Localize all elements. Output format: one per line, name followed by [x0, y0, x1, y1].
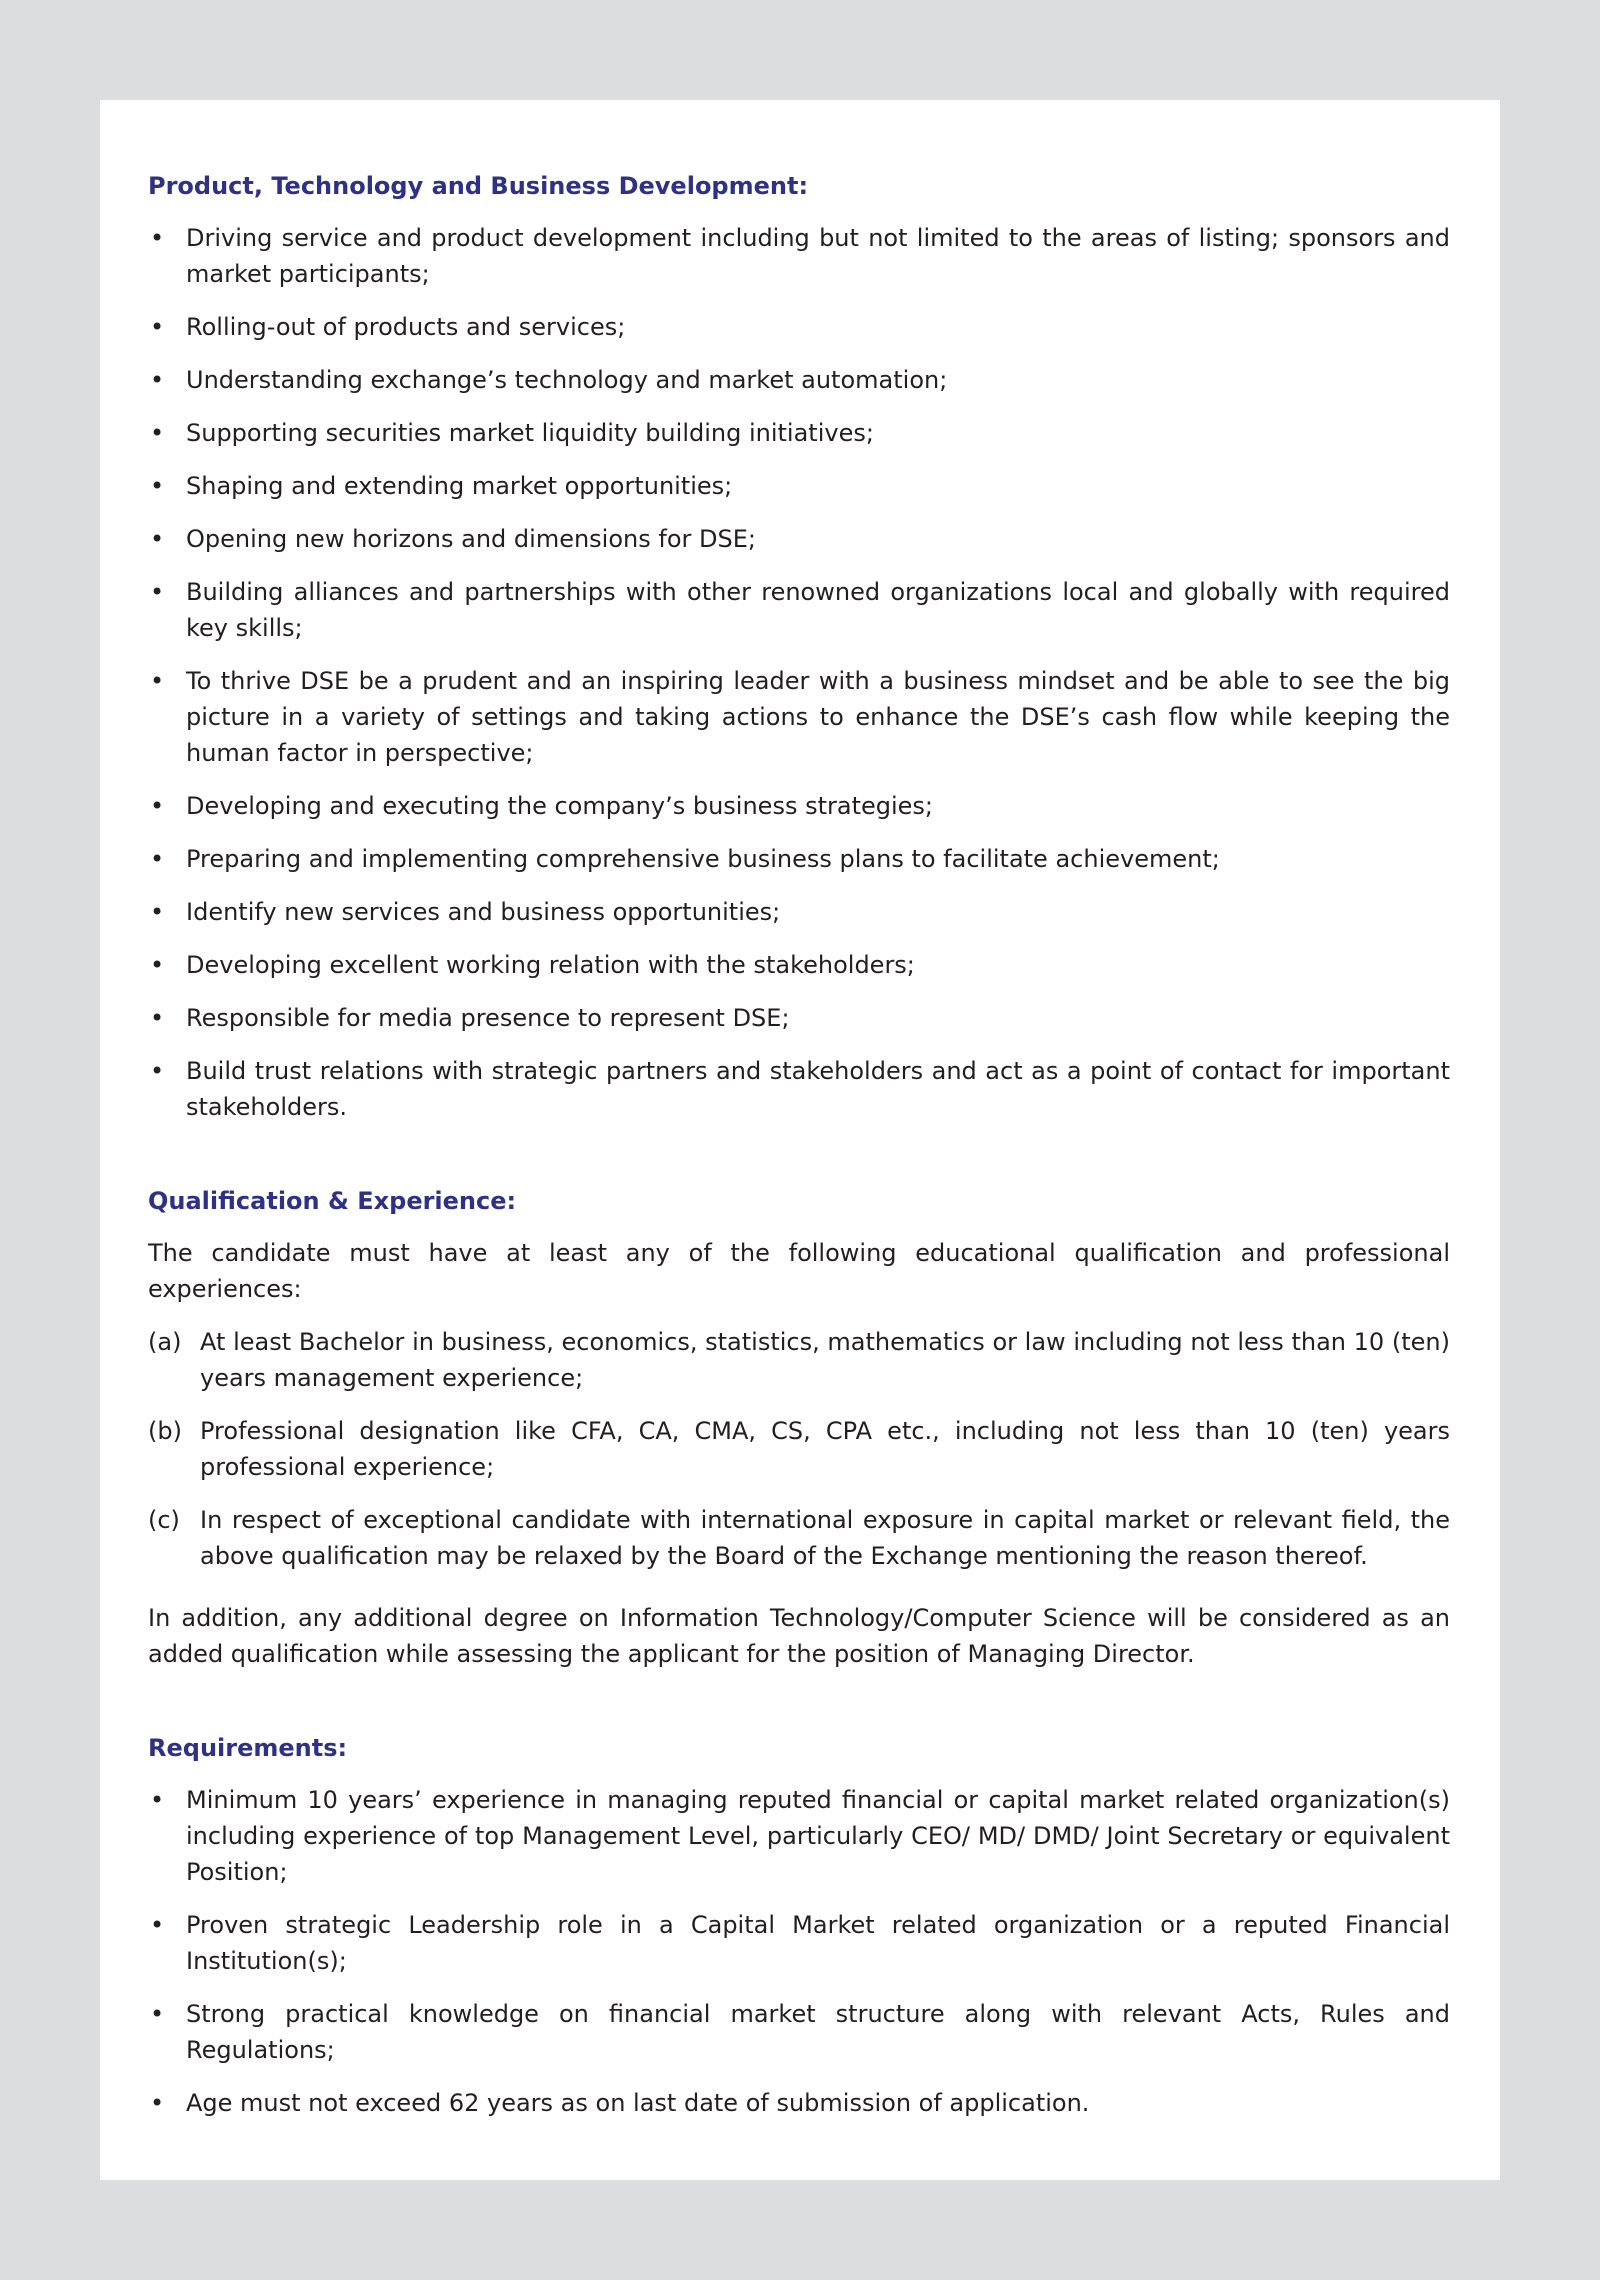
list-item [148, 1000, 1450, 1036]
list-item [148, 468, 1450, 504]
list-item [148, 1324, 1450, 1396]
list-item [148, 574, 1450, 646]
list-marker: (b) [148, 1417, 182, 1445]
product-list [148, 220, 1450, 1125]
list-item [148, 1053, 1450, 1125]
list-item [148, 947, 1450, 983]
list-item-text: Driving service and product development including but not limited to the areas of listing; sponsors and market participants; [186, 224, 1450, 288]
list-item-text: Preparing and implementing comprehensive business plans to facilitate achievement; [186, 845, 1220, 873]
list-item [148, 894, 1450, 930]
list-item [148, 362, 1450, 398]
list-item-text: Age must not exceed 62 years as on last date of submission of application. [186, 2089, 1090, 2117]
bullet-icon: • [150, 1057, 165, 1085]
qualification-intro: The candidate must have at least any of the following educational qualification and professional experiences: [148, 1239, 1450, 1303]
list-item [148, 1996, 1450, 2068]
document-page [100, 100, 1500, 2180]
list-item-text: Proven strategic Leadership role in a Capital Market related organization or a reputed Financial Institution(s); [186, 1911, 1450, 1975]
list-item-text: Developing excellent working relation with the stakeholders; [186, 951, 915, 979]
list-item-text: To thrive DSE be a prudent and an inspiring leader with a business mindset and be able to see the big picture in a variety of settings and taking actions to enhance the DSE’s cash flow while keeping the human factor in perspective; [186, 667, 1450, 767]
list-item-text: Opening new horizons and dimensions for DSE; [186, 525, 756, 553]
list-item [148, 415, 1450, 451]
list-item [148, 521, 1450, 557]
list-item [148, 841, 1450, 877]
list-item [148, 1502, 1450, 1574]
bullet-icon: • [150, 667, 165, 695]
bullet-icon: • [150, 898, 165, 926]
list-item-text: Minimum 10 years’ experience in managing reputed financial or capital market related organization(s) including experience of top Management Level, particularly CEO/ MD/ DMD/ Joint Secretary or equivalent Position; [186, 1786, 1450, 1886]
list-item [148, 788, 1450, 824]
list-item-text: Building alliances and partnerships with other renowned organizations local and globally with required key skills; [186, 578, 1450, 642]
requirements-heading: Requirements: [148, 1734, 348, 1762]
bullet-icon: • [150, 419, 165, 447]
bullet-icon: • [150, 845, 165, 873]
list-item [148, 663, 1450, 771]
list-item [148, 1782, 1450, 1890]
qualification-section [148, 1183, 1450, 1672]
qualification-addition: In addition, any additional degree on Information Technology/Computer Science will be considered as an added qualification while assessing the applicant for the position of Managing Director. [148, 1604, 1450, 1668]
list-item-text: Supporting securities market liquidity building initiatives; [186, 419, 874, 447]
bullet-icon: • [150, 224, 165, 252]
list-item-text: Build trust relations with strategic partners and stakeholders and act as a point of contact for important stakeholders. [186, 1057, 1450, 1121]
bullet-icon: • [150, 1004, 165, 1032]
bullet-icon: • [150, 313, 165, 341]
list-marker: (c) [148, 1506, 180, 1534]
list-item-text: Rolling-out of products and services; [186, 313, 626, 341]
bullet-icon: • [150, 792, 165, 820]
bullet-icon: • [150, 2000, 165, 2028]
bullet-icon: • [150, 2089, 165, 2117]
requirements-list [148, 1782, 1450, 2121]
product-heading: Product, Technology and Business Development: [148, 172, 809, 200]
bullet-icon: • [150, 1911, 165, 1939]
bullet-icon: • [150, 1786, 165, 1814]
list-item-text: Strong practical knowledge on financial market structure along with relevant Acts, Rules and Regulations; [186, 2000, 1450, 2064]
list-item-text: In respect of exceptional candidate with international exposure in capital market or relevant field, the above qualification may be relaxed by the Board of the Exchange mentioning the reason thereof. [200, 1506, 1450, 1570]
list-item [148, 309, 1450, 345]
list-item-text: Identify new services and business opportunities; [186, 898, 781, 926]
list-item-text: Professional designation like CFA, CA, CMA, CS, CPA etc., including not less than 10 (ten) years professional experience; [200, 1417, 1450, 1481]
bullet-icon: • [150, 472, 165, 500]
list-item-text: Responsible for media presence to represent DSE; [186, 1004, 790, 1032]
qualification-heading: Qualification & Experience: [148, 1187, 517, 1215]
qualification-list [148, 1324, 1450, 1574]
list-item-text: Understanding exchange’s technology and market automation; [186, 366, 948, 394]
bullet-icon: • [150, 366, 165, 394]
list-item-text: At least Bachelor in business, economics, statistics, mathematics or law including not less than 10 (ten) years management experience; [200, 1328, 1450, 1392]
bullet-icon: • [150, 951, 165, 979]
list-marker: (a) [148, 1328, 182, 1356]
list-item [148, 1413, 1450, 1485]
list-item [148, 220, 1450, 292]
product-section [148, 168, 1450, 1125]
bullet-icon: • [150, 578, 165, 606]
list-item-text: Shaping and extending market opportunities; [186, 472, 733, 500]
list-item-text: Developing and executing the company’s business strategies; [186, 792, 933, 820]
list-item [148, 2085, 1450, 2121]
requirements-section [148, 1730, 1450, 2121]
list-item [148, 1907, 1450, 1979]
bullet-icon: • [150, 525, 165, 553]
